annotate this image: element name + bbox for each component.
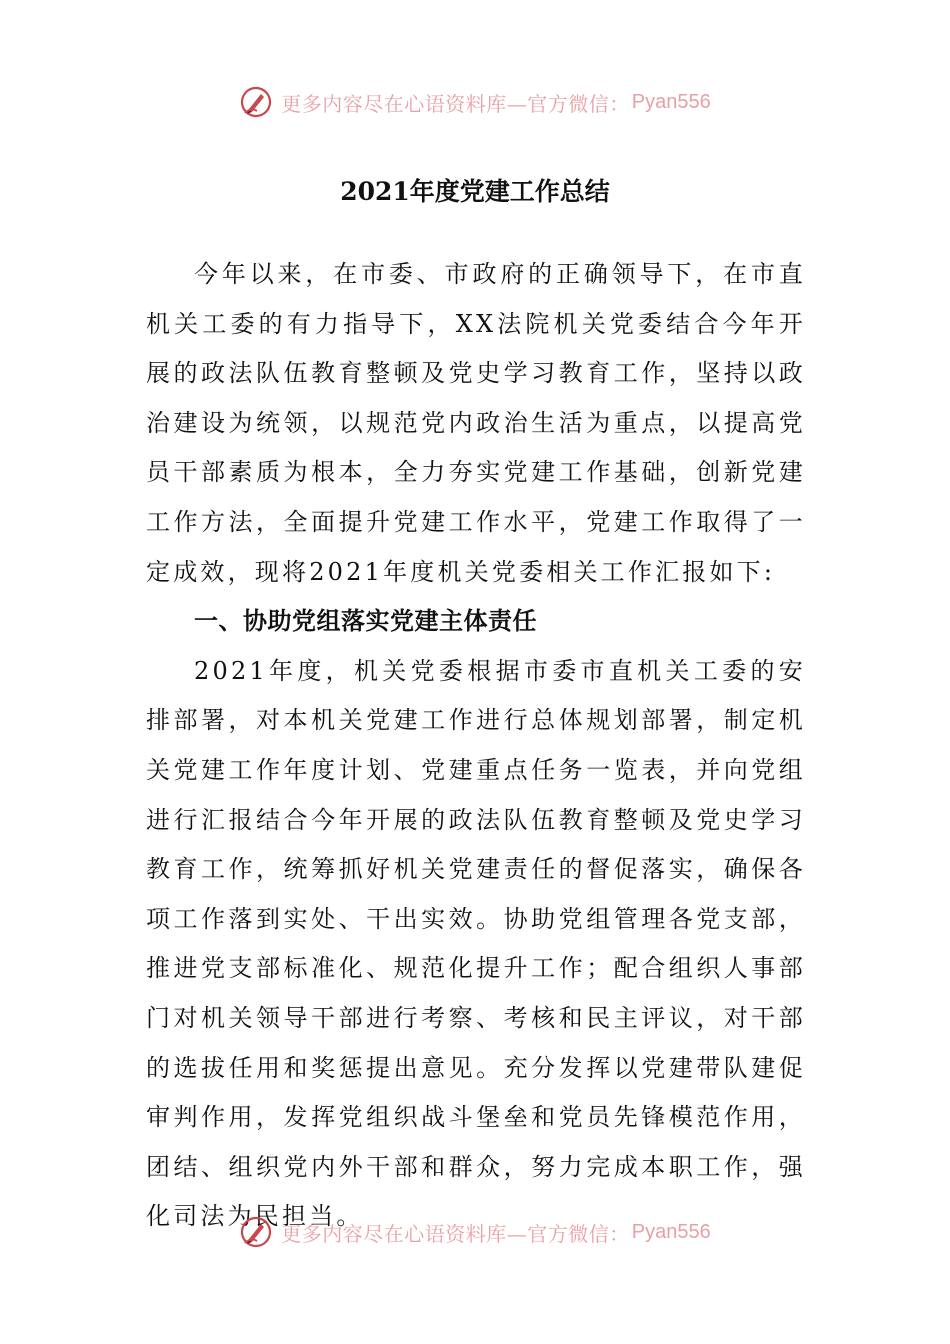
watermark-wechat-id: Pyan556 — [631, 90, 711, 113]
document-title: 2021年度党建工作总结 — [340, 177, 610, 206]
pen-logo-icon — [239, 1215, 273, 1249]
pen-logo-icon — [239, 85, 273, 119]
section-paragraph: 2021年度，机关党委根据市委市直机关工委的安排部署，对本机关党建工作进行总体规划部署，制定机关党建工作年度计划、党建重点任务一览表，并向党组进行汇报结合今年开展的政法队伍教育整顿及党史学习教育工作，统筹抓好机关党建责任的督促落实，确保各项工作落到实处、干出实效。协助党组管理各党支部，推进党支部标准化、规范化提升工作；配合组织人事部门对机关领导干部进行考察、考核和民主评议，对干部的选拔任用和奖惩提出意见。充分发挥以党建带队建促审判作用，发挥党组织战斗堡垒和党员先锋模范作用，团结、组织党内外干部和群众，努力完成本职工作，强化司法为民担当。 — [146, 656, 806, 1231]
section-heading: 一、协助党组落实党建主体责任 — [194, 607, 537, 636]
intro-paragraph: 今年以来，在市委、市政府的正确领导下，在市直机关工委的有力指导下，XX法院机关党委结合今年开展的政法队伍教育整顿及党史学习教育工作，坚持以政治建设为统领，以规范党内政治生活为重点，以提高党员干部素质为根本，全力夯实党建工作基础，创新党建工作方法，全面提升党建工作水平，党建工作取得了一定成效，现将2021年度机关党委相关工作汇报如下: — [146, 260, 806, 586]
footer-watermark — [0, 1212, 950, 1252]
header-watermark — [0, 82, 950, 122]
watermark-text: 更多内容尽在心语资料库—官方微信： — [281, 91, 630, 116]
watermark-text: 更多内容尽在心语资料库—官方微信： — [281, 1221, 630, 1246]
document-body — [146, 250, 806, 1242]
watermark-wechat-id: Pyan556 — [631, 1220, 711, 1243]
